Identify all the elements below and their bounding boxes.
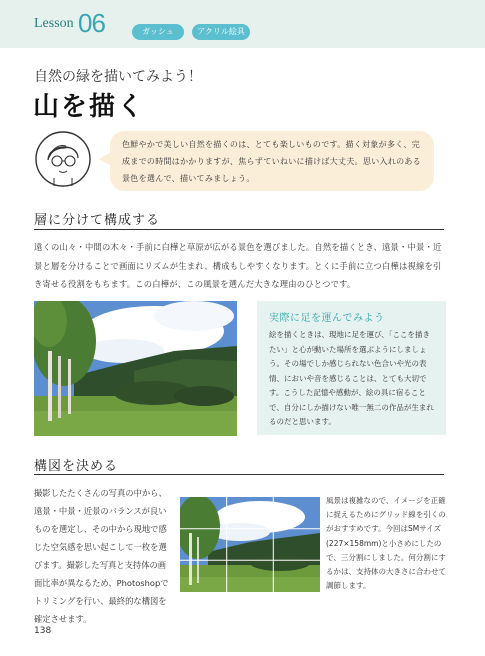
- section-divider: [34, 474, 444, 475]
- lesson-label: Lesson: [34, 16, 74, 31]
- lesson-number: 06: [78, 8, 105, 38]
- section-heading-layers: 層に分けて構成する: [34, 213, 161, 228]
- section1-body: 遠くの山々・中間の木々・手前に白樺と草原が広がる景色を選びました。自然を描くとき、遠景・中景・近景と層を分けることで画面にリズムが生まれ、構成もしやすくなります。とくに手前に立つ白樺は視線を引き寄せる役割をもちます。この白樺が、この風景を選んだ大きな理由のひとつです。: [34, 242, 442, 289]
- section-heading-composition: 構図を決める: [34, 459, 119, 474]
- page-subtitle: 自然の緑を描いてみよう！: [34, 69, 202, 85]
- intro-speech-bubble: 色鮮やかで美しい自然を描くのは、とても楽しいものです。描く対象が多く、完成までの時間はかかりますが、焦らずていねいに描けば大丈夫。思い入れのある景色を選んで、描いてみましょう。: [110, 131, 434, 191]
- author-face-icon: [34, 130, 92, 188]
- tag-acrylic: アクリル絵具: [192, 24, 250, 40]
- tag-gouache: ガッシュ: [132, 24, 184, 40]
- sidebar-title: 実際に足を運んでみよう: [269, 313, 385, 324]
- sidebar-box: [257, 301, 446, 435]
- landscape-photo: [34, 301, 237, 436]
- section-divider: [34, 229, 444, 230]
- section2-left-text: 撮影したたくさんの写真の中から、遠景・中景・近景のバランスが良いものを選定し、その中から現地で感じた空気感を思い起こして一枚を選びます。撮影した写真と支持体の画面比率が異なるため、Photoshopでトリミングを行い、最終的な構図を確定させます。: [34, 488, 169, 624]
- sidebar-text: 絵を描くときは、現地に足を運び、「ここを描きたい」と心が動いた場所を選ぶようにしましょう。その場でしか感じられない色合いや光の表情、においや音を感じることは、とても大切です。こうした記憶や感動が、絵の具に宿ることで、自分にしか描けない唯一無二の作品が生まれるのだと思います。: [269, 330, 434, 426]
- grid-landscape-photo: [180, 497, 320, 592]
- page-number: 138: [34, 626, 52, 636]
- section2-right-text: 風景は複雑なので、イメージを正確に捉えるためにグリッド線を引くのがおすすめです。今回はSMサイズ(227×158mm)と小さめにしたので、三分割にしました。何分割にするかは、支持体の大きさに合わせて調節します。: [326, 496, 446, 591]
- page-title: 山を描く: [33, 92, 146, 122]
